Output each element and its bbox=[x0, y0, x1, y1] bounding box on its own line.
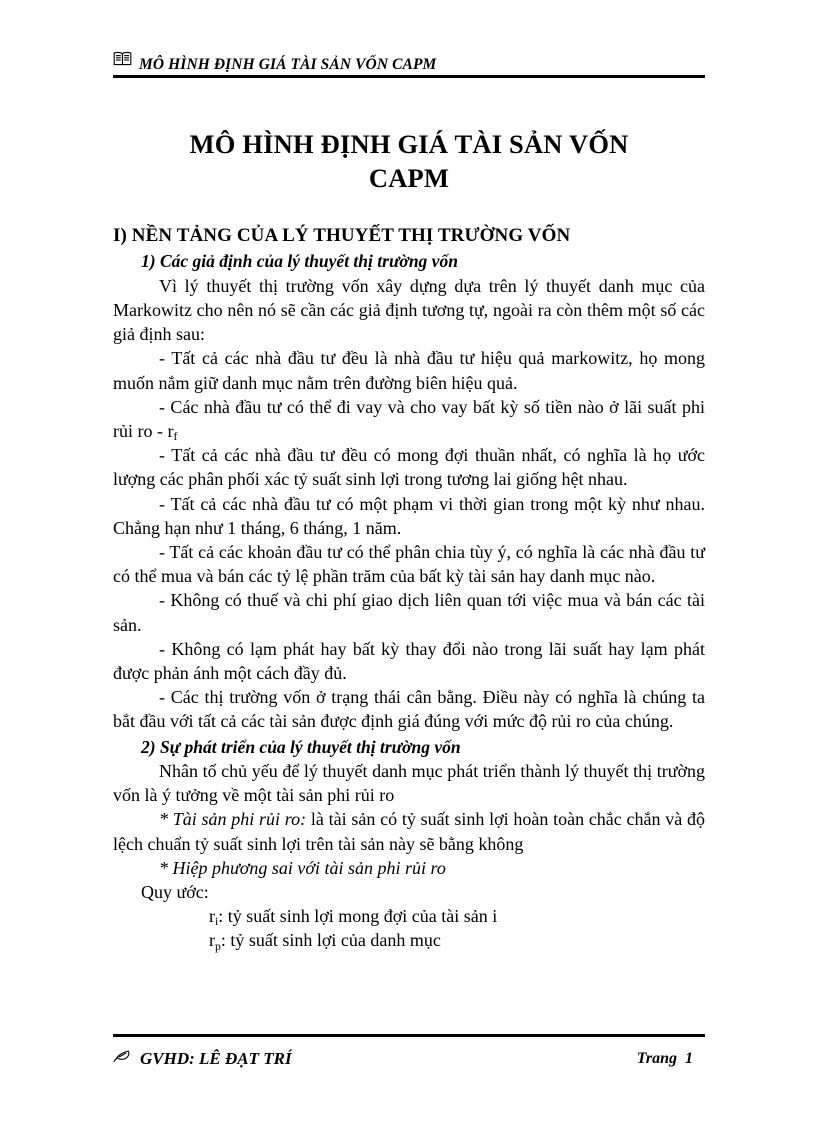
subsection-heading-1: 1) Các giả định của lý thuyết thị trường vốn bbox=[141, 251, 458, 272]
definition-risk-free-asset bbox=[113, 807, 705, 855]
quill-pen-icon bbox=[113, 1048, 133, 1069]
page-title-line-1: MÔ HÌNH ĐỊNH GIÁ TÀI SẢN VỐN bbox=[189, 129, 629, 159]
assumption-item-1: - Tất cả các nhà đầu tư đều là nhà đầu tư hiệu quả markowitz, họ mong muốn nắm giữ danh mục nằm trên đường biên hiệu quả. bbox=[113, 348, 705, 393]
assumption-item-2 bbox=[113, 395, 705, 443]
paragraph-intro: Vì lý thuyết thị trường vốn xây dựng dựa trên lý thuyết danh mục của Markowitz cho nên nó sẽ cần các giả định tương tự, ngoài ra còn thêm một số các giả định sau: bbox=[113, 275, 705, 345]
notation-rp-symbol: r bbox=[209, 930, 215, 951]
assumption-item-6: - Không có thuế và chi phí giao dịch liên quan tới việc mua và bán các tài sản. bbox=[113, 590, 705, 635]
footer-advisor: GVHD: LÊ ĐẠT TRÍ bbox=[140, 1049, 292, 1068]
assumption-item-3: - Tất cả các nhà đầu tư đều có mong đợi thuần nhất, có nghĩa là họ ước lượng các phân phối xác tỷ suất sinh lợi trong tương lai giống hệt nhau. bbox=[113, 445, 705, 490]
assumption-item-5: - Tất cả các khoản đầu tư có thể phân chia tùy ý, có nghĩa là các nhà đầu tư có thể mua và bán các tỷ lệ phần trăm của bất kỳ tài sản hay danh mục nào. bbox=[113, 541, 705, 587]
definition-risk-free-asset-term: * Tài sản phi rủi ro: bbox=[159, 809, 307, 830]
open-book-icon bbox=[113, 50, 132, 72]
assumption-item-2-text: - Các nhà đầu tư có thể đi vay và cho vay bất kỳ số tiền nào ở lãi suất phi rủi ro - r bbox=[113, 396, 705, 441]
notation-ri-text: : tỷ suất sinh lợi mong đợi của tài sản i bbox=[218, 906, 498, 927]
assumption-item-4: - Tất cả các nhà đầu tư có một phạm vi thời gian trong một kỳ như nhau. Chẳng hạn như 1 tháng, 6 tháng, 1 năm. bbox=[113, 493, 705, 538]
notation-ri bbox=[113, 904, 705, 928]
document-body bbox=[113, 128, 705, 953]
assumption-item-7: - Không có lạm phát hay bất kỳ thay đổi nào trong lãi suất hay lạm phát được phản ánh một cách đầy đủ. bbox=[113, 638, 705, 683]
notation-ri-symbol: r bbox=[209, 906, 215, 927]
paragraph-development: Nhân tố chủ yếu để lý thuyết danh mục phát triển thành lý thuyết thị trường vốn là ý tưởng về một tài sản phi rủi ro bbox=[113, 761, 705, 806]
section-heading-1: I) NỀN TẢNG CỦA LÝ THUYẾT THỊ TRƯỜNG VỐN bbox=[113, 224, 571, 246]
header-divider bbox=[113, 75, 705, 78]
definition-risk-free-asset-text: là tài sản có tỷ suất sinh lợi hoàn toàn chắc chắn và độ lệch chuẩn tỷ suất sinh lợi trên tài sản này sẽ bằng không bbox=[113, 809, 706, 854]
header-row bbox=[113, 48, 705, 72]
page-header bbox=[113, 48, 705, 80]
assumption-item-8: - Các thị trường vốn ở trạng thái cân bằng. Điều này có nghĩa là chúng ta bắt đầu với tất cả các tài sản được định giá đúng với mức độ rủi ro của chúng. bbox=[113, 687, 705, 732]
definition-covariance: * Hiệp phương sai với tài sản phi rủi ro bbox=[159, 857, 446, 878]
page-footer bbox=[113, 1034, 705, 1082]
page-title bbox=[113, 128, 705, 196]
notation-rp-text: : tỷ suất sinh lợi của danh mục bbox=[220, 930, 441, 951]
risk-free-rate-subscript: f bbox=[173, 430, 178, 444]
footer-page-number: Trang 1 bbox=[636, 1049, 693, 1067]
convention-label: Quy ước: bbox=[141, 882, 209, 903]
notation-ri-subscript: i bbox=[215, 915, 219, 929]
header-title: MÔ HÌNH ĐỊNH GIÁ TÀI SẢN VỐN CAPM bbox=[139, 55, 437, 73]
page-title-line-2: CAPM bbox=[368, 162, 450, 193]
notation-rp-subscript: p bbox=[215, 939, 221, 953]
subsection-heading-2: 2) Sự phát triển của lý thuyết thị trường vốn bbox=[141, 736, 461, 757]
notation-rp bbox=[113, 928, 705, 952]
footer-row bbox=[113, 1048, 705, 1069]
footer-divider bbox=[113, 1034, 705, 1037]
footer-left-group bbox=[113, 1048, 292, 1069]
